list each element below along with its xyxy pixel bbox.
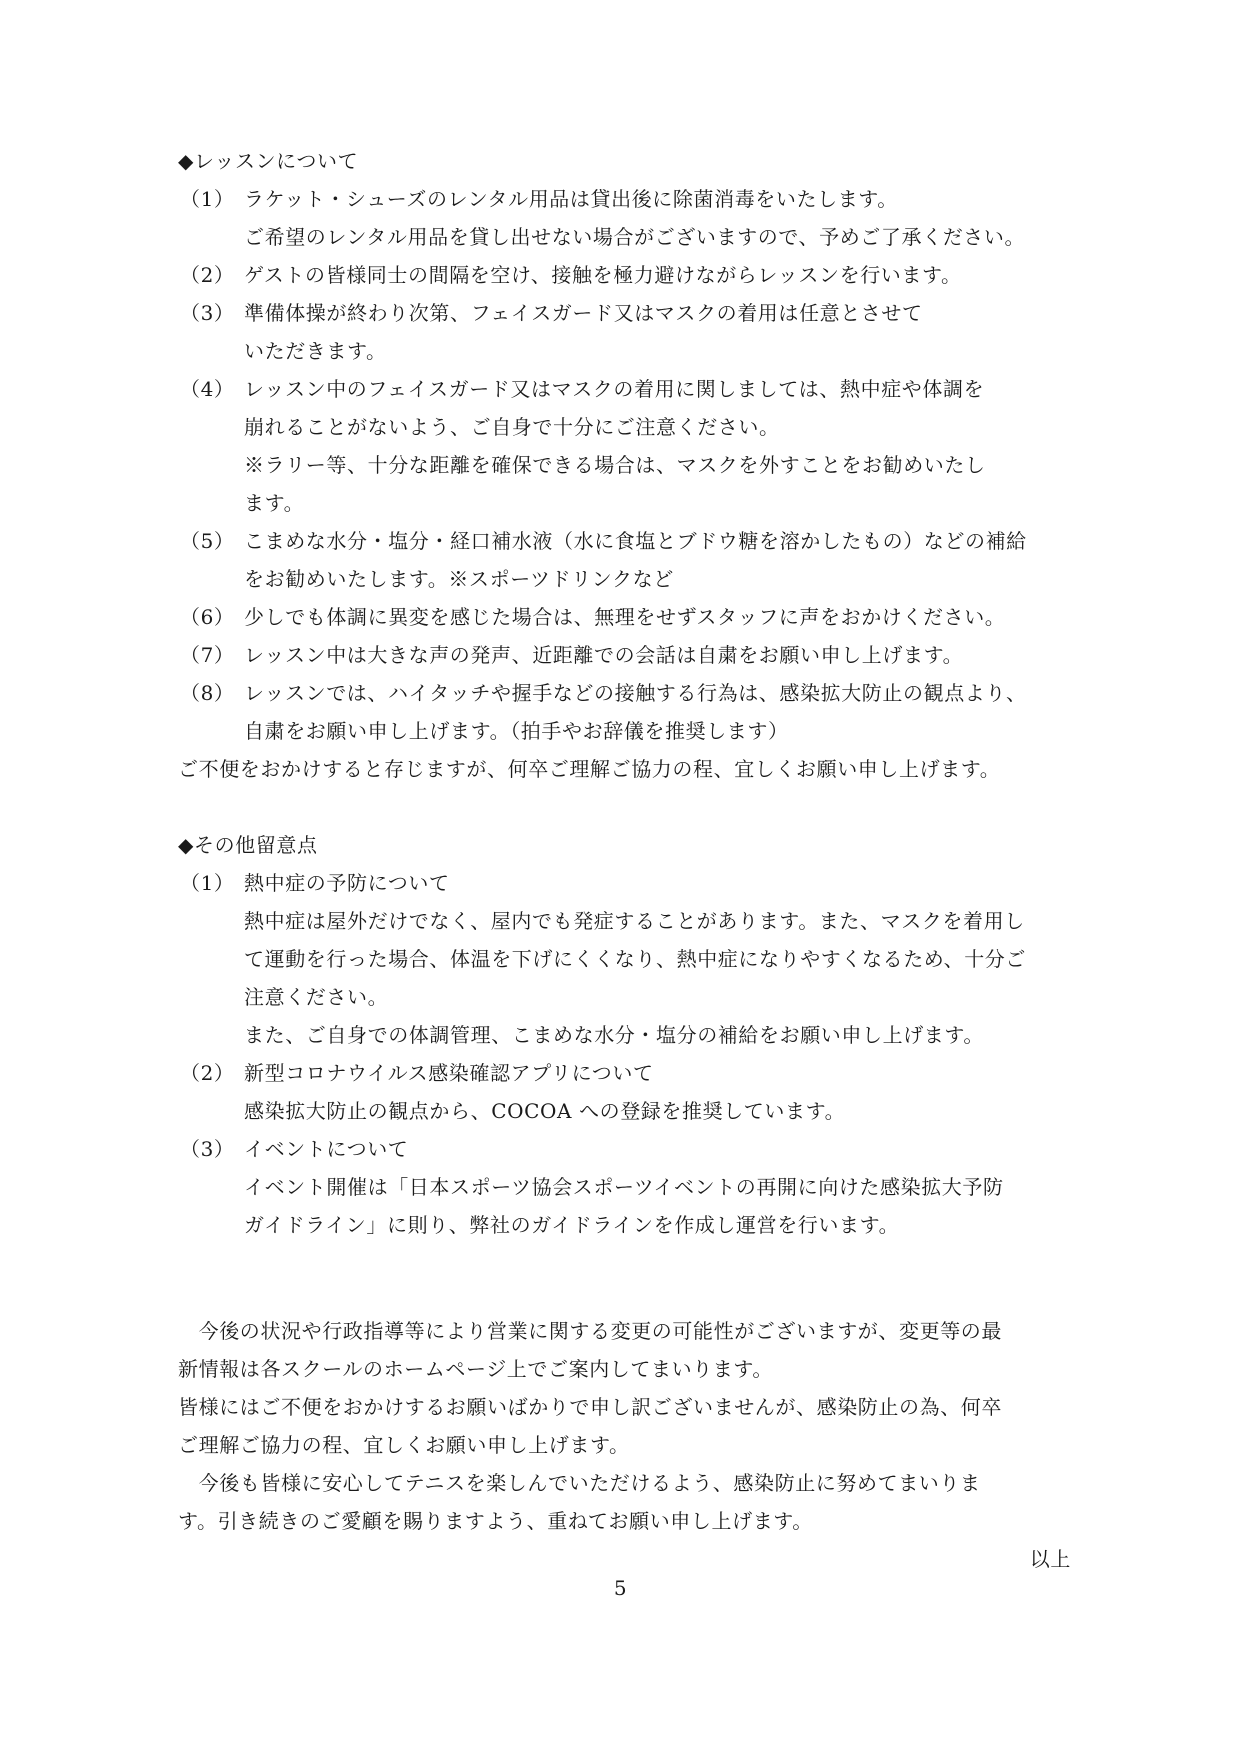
list-title: イベントについて xyxy=(244,1137,409,1161)
list-text: レッスンでは、ハイタッチや握手などの接触する行為は、感染拡大防止の観点より、 xyxy=(244,681,1027,705)
list-text: ゲストの皆様同士の間隔を空け、接触を極力避けながらレッスンを行います。 xyxy=(244,263,962,287)
section-heading-lesson: ◆レッスンについて xyxy=(178,149,359,173)
lesson-closing-text: ご不便をおかけすると存じますが、何卒ご理解ご協力の程、宜しくお願い申し上げます。 xyxy=(178,757,1001,781)
list-text-continued: 自粛をお願い申し上げます。（拍手やお辞儀を推奨します） xyxy=(244,719,789,743)
list-number: （3） xyxy=(180,301,235,325)
list-number: （1） xyxy=(180,187,235,211)
list-text-continued: 注意ください。 xyxy=(244,985,389,1009)
closing-paragraph-line: す。引き続きのご愛顧を賜りますよう、重ねてお願い申し上げます。 xyxy=(178,1509,813,1533)
list-text-continued: て運動を行った場合、体温を下げにくくなり、熱中症になりやすくなるため、十分ご xyxy=(244,947,1026,971)
list-number: （1） xyxy=(180,871,235,895)
list-text-continued: ※ラリー等、十分な距離を確保できる場合は、マスクを外すことをお勧めいたし xyxy=(244,453,986,477)
list-item xyxy=(180,1059,654,1087)
closing-paragraph-line: 皆様にはご不便をおかけするお願いばかりで申し訳ございませんが、感染防止の為、何卒 xyxy=(178,1395,1002,1419)
list-item xyxy=(180,641,963,669)
list-item xyxy=(180,527,1027,555)
list-item xyxy=(180,185,898,213)
list-text-continued: 熱中症は屋外だけでなく、屋内でも発症することがあります。また、マスクを着用し xyxy=(244,909,1025,933)
list-number: （2） xyxy=(180,1061,235,1085)
list-text: ラケット・シューズのレンタル用品は貸出後に除菌消毒をいたします。 xyxy=(244,187,898,211)
list-text-continued: ます。 xyxy=(244,491,305,515)
list-text: レッスン中のフェイスガード又はマスクの着用に関しましては、熱中症や体調を xyxy=(244,377,985,401)
closing-paragraph-line: 今後の状況や行政指導等により営業に関する変更の可能性がございますが、変更等の最 xyxy=(178,1319,1002,1343)
list-item xyxy=(180,603,1005,631)
list-item xyxy=(180,1135,408,1163)
closing-paragraph-line: ご理解ご協力の程、宜しくお願い申し上げます。 xyxy=(178,1433,630,1457)
list-text: 少しでも体調に異変を感じた場合は、無理をせずスタッフに声をおかけください。 xyxy=(244,605,1006,629)
list-number: （6） xyxy=(180,605,235,629)
end-mark: 以上 xyxy=(1029,1547,1071,1571)
list-number: （4） xyxy=(180,377,235,401)
list-text-continued: いただきます。 xyxy=(244,339,387,363)
list-text: レッスン中は大きな声の発声、近距離での会話は自粛をお願い申し上げます。 xyxy=(244,643,964,667)
list-item xyxy=(180,375,984,403)
list-item xyxy=(180,679,1027,707)
list-text: 準備体操が終わり次第、フェイスガード又はマスクの着用は任意とさせて xyxy=(244,301,923,325)
closing-paragraph-line: 新情報は各スクールのホームページ上でご案内してまいります。 xyxy=(178,1357,773,1381)
section-heading-other: ◆その他留意点 xyxy=(178,833,318,857)
list-text-continued: 崩れることがないよう、ご自身で十分にご注意ください。 xyxy=(244,415,780,439)
list-text-continued: ご希望のレンタル用品を貸し出せない場合がございますので、予めご了承ください。 xyxy=(244,225,1026,249)
list-text: こまめな水分・塩分・経口補水液（水に食塩とブドウ糖を溶かしたもの）などの補給 xyxy=(244,529,1027,553)
list-number: （3） xyxy=(180,1137,235,1161)
list-text-continued: イベント開催は「日本スポーツ協会スポーツイベントの再開に向けた感染拡大予防 xyxy=(244,1175,1004,1199)
list-text-continued: また、ご自身での体調管理、こまめな水分・塩分の補給をお願い申し上げます。 xyxy=(244,1023,984,1047)
list-text-continued: をお勧めいたします。※スポーツドリンクなど xyxy=(244,567,674,591)
list-item xyxy=(180,869,450,897)
list-number: （5） xyxy=(180,529,235,553)
page-number: 5 xyxy=(613,1576,628,1600)
list-text-continued: 感染拡大防止の観点から、COCOA への登録を推奨しています。 xyxy=(244,1099,846,1123)
list-number: （7） xyxy=(180,643,235,667)
list-title: 新型コロナウイルス感染確認アプリについて xyxy=(244,1061,654,1085)
list-item xyxy=(180,299,923,327)
list-number: （8） xyxy=(180,681,235,705)
list-text-continued: ガイドライン」に則り、弊社のガイドラインを作成し運営を行います。 xyxy=(244,1213,900,1237)
closing-paragraph-line: 今後も皆様に安心してテニスを楽しんでいただけるよう、感染防止に努めてまいりま xyxy=(178,1471,981,1495)
list-number: （2） xyxy=(180,263,235,287)
list-item xyxy=(180,261,962,289)
list-title: 熱中症の予防について xyxy=(244,871,450,895)
